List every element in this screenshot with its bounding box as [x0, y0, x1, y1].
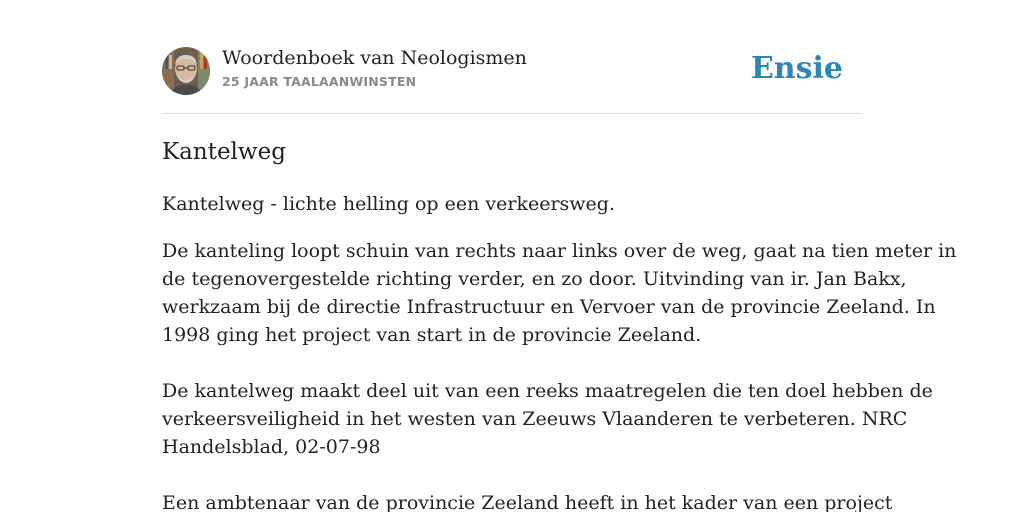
site-title[interactable]: Woordenboek van Neologismen: [222, 47, 527, 69]
paragraph-break: [162, 349, 862, 377]
entry-body: [162, 237, 957, 512]
paragraph-break: [162, 461, 862, 489]
body-line: 1998 ging het project van start in de provincie Zeeland.: [162, 324, 702, 346]
entry-definition: Kantelweg - lichte helling op een verkeersweg.: [162, 193, 615, 215]
body-line: Een ambtenaar van de provincie Zeeland heeft in het kader van een project: [162, 492, 893, 512]
body-line: De kanteling loopt schuin van rechts naar links over de weg, gaat na tien meter in: [162, 240, 957, 262]
ensie-logo-link[interactable]: Ensie: [750, 51, 843, 86]
author-avatar[interactable]: [162, 47, 210, 95]
entry-title: Kantelweg: [162, 139, 286, 165]
body-line: werkzaam bij de directie Infrastructuur en Vervoer van de provincie Zeeland. In: [162, 296, 936, 318]
site-header: [162, 0, 862, 114]
body-line: Handelsblad, 02-07-98: [162, 436, 381, 458]
content-container: [162, 0, 957, 512]
site-subtitle: 25 JAAR TAALAANWINSTEN: [222, 74, 417, 89]
body-line: De kantelweg maakt deel uit van een reeks maatregelen die ten doel hebben de: [162, 380, 933, 402]
body-line: de tegenovergestelde richting verder, en zo door. Uitvinding van ir. Jan Bakx,: [162, 268, 907, 290]
body-line: verkeersveiligheid in het westen van Zeeuws Vlaanderen te verbeteren. NRC: [162, 408, 908, 430]
